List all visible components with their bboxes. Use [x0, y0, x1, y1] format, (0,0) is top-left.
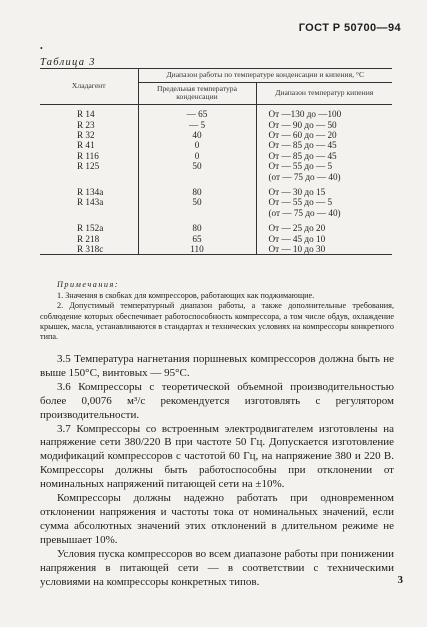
note-1: 1. Значения в скобках для компрессоров, работающих как поджимающие.: [57, 291, 315, 301]
boiling-range-cell: (от — 75 до — 40): [256, 172, 392, 182]
page-number: 3: [397, 574, 403, 586]
refrigerant-table: [40, 68, 392, 255]
refrigerant-cell: R 116: [77, 150, 99, 161]
paragraph-simultaneous-deviation: Компрессоры должны надежно работать при одновременном отклонении напряжения и частоты тока от номинальных значений, если сумма абсолютных значений этих отклонений в длительном режиме не превышает 10%.: [40, 492, 394, 546]
table-row: [40, 197, 392, 207]
boiling-range-cell: От — 45 до 10: [256, 234, 392, 244]
header-boiling: Диапазон температур кипения: [256, 82, 392, 104]
paragraph-start-conditions: Условия пуска компрессоров во всем диапазоне работы при понижении напряжения в питающей сети — в соответствии с техническими условиями на компрессоры конкретных типов.: [40, 547, 394, 588]
boiling-range-cell: От — 55 до — 5: [256, 197, 392, 207]
table-row: [40, 140, 392, 150]
note-2: 2. Допустимый температурный диапазон работы, а также дополнительные требования, соблюдение которых обеспечивает работоспособность компрессора, а том числе обдув, охлаждение крышек, масла, устанавливаются в стандартах и технических условиях на компрессоры конкретного типа.: [40, 301, 394, 342]
boiling-range-cell: От — 55 до — 5: [256, 161, 392, 171]
table-body: [40, 105, 392, 255]
condensation-cell: [138, 208, 256, 218]
table-row: [40, 105, 392, 120]
refrigerant-cell: R 14: [77, 109, 95, 120]
doc-code: ГОСТ Р 50700—94: [298, 22, 401, 34]
condensation-cell: 110: [138, 244, 256, 255]
refrigerant-cell: R 32: [77, 129, 95, 140]
table-row: [40, 187, 392, 197]
boiling-range-cell: От — 90 до — 50: [256, 120, 392, 130]
main-text: [40, 353, 394, 589]
condensation-cell: 40: [138, 130, 256, 140]
table-row: [40, 223, 392, 233]
refrigerant-cell: R 152a: [77, 223, 104, 234]
header-refrigerant: Хладагент: [40, 69, 138, 105]
table-caption: Таблица 3: [40, 57, 96, 68]
boiling-range-cell: От — 85 до — 45: [256, 151, 392, 161]
boiling-range-cell: От — 25 до 20: [256, 223, 392, 233]
refrigerant-cell: [40, 208, 138, 218]
table-row: [40, 161, 392, 171]
refrigerant-cell: R 125: [77, 161, 100, 172]
refrigerant-cell: R 318c: [40, 244, 138, 255]
refrigerant-cell: R 143a: [77, 197, 104, 208]
boiling-range-cell: От — 10 до 30: [256, 244, 392, 255]
condensation-cell: 65: [138, 234, 256, 244]
refrigerant-cell: R 41: [77, 140, 95, 151]
refrigerant-cell: R 218: [77, 233, 100, 244]
boiling-range-cell: От —130 до —100: [256, 105, 392, 120]
table-row: [40, 244, 392, 255]
table-row: [40, 120, 392, 130]
refrigerant-cell: R 23: [77, 119, 95, 130]
notes-title: Примечания:: [57, 280, 120, 289]
condensation-cell: — 65: [138, 105, 256, 120]
header-range-group: Диапазон работы по температуре конденсации и кипения, °С: [138, 69, 392, 83]
bullet-mark: •: [40, 44, 43, 53]
refrigerant-cell: [40, 172, 138, 182]
condensation-cell: 80: [138, 223, 256, 233]
condensation-cell: 50: [138, 161, 256, 171]
refrigerant-cell: R 134a: [77, 187, 104, 197]
condensation-cell: 80: [138, 187, 256, 197]
condensation-cell: 0: [138, 140, 256, 150]
condensation-cell: 50: [138, 197, 256, 207]
condensation-cell: [138, 172, 256, 182]
table-row: [40, 130, 392, 140]
condensation-cell: 0: [138, 151, 256, 161]
paragraph-3-5: 3.5 Температура нагнетания поршневых компрессоров должна быть не выше 150°С, винтовых — 95°С.: [40, 353, 394, 379]
notes-block: [40, 280, 394, 342]
boiling-range-cell: От — 30 до 15: [256, 187, 392, 197]
table-row: [40, 208, 392, 218]
condensation-cell: — 5: [138, 120, 256, 130]
paragraph-3-7: 3.7 Компрессоры со встроенным электродвигателем изготовлены на напряжение сети 380/220 В при частоте 50 Гц. Допускается изготовление модификаций компрессоров с частотой 60 Гц, на напряжение 380 и 220 В. Компрессоры должны быть работоспособны при отклонении от номинальных напряжений питающей сети на ±10%.: [40, 422, 394, 491]
boiling-range-cell: От — 85 до — 45: [256, 140, 392, 150]
boiling-range-cell: (от — 75 до — 40): [256, 208, 392, 218]
table-row: [40, 151, 392, 161]
table-row: [40, 172, 392, 182]
header-condensation: Предельная температура конденсации: [138, 82, 256, 104]
table-row: [40, 234, 392, 244]
boiling-range-cell: От — 60 до — 20: [256, 130, 392, 140]
paragraph-3-6: 3.6 Компрессоры с теоретической объемной производительностью более 0,0076 м³/с рекомендуется изготовлять с регулятором производительности.: [40, 380, 394, 421]
